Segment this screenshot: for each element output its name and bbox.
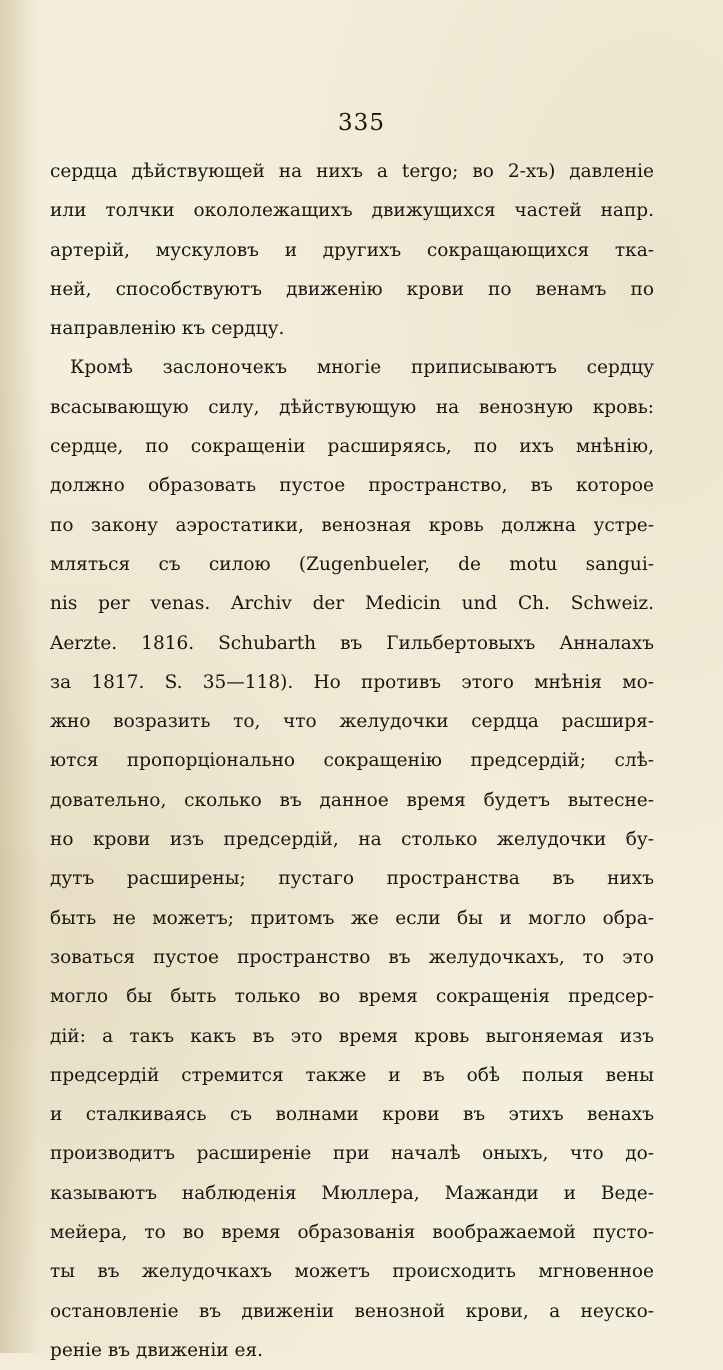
page-number: 335 — [338, 110, 385, 136]
text-line: могло бы быть только во время сокращенія предсер- — [50, 986, 654, 1008]
text-line: дутъ расширены; пустаго пространства въ нихъ — [50, 868, 654, 890]
text-line: ней, способствуютъ движенію крови по венамъ по — [50, 278, 654, 300]
text-line: по закону аэростатики, венозная кровь должна устре- — [50, 514, 654, 536]
text-line: Aerzte. 1816. Schubarth въ Гильбертовыхъ Анналахъ — [50, 632, 654, 654]
text-line: ются пропорціонально сокращенію предсердій; слѣ- — [50, 750, 654, 772]
text-line: реніе въ движеніи ея. — [50, 1339, 263, 1361]
text-line: всасывающую силу, дѣйствующую на венозную кровь: — [50, 396, 654, 418]
text-line: производитъ расширеніе при началѣ оныхъ, что до- — [50, 1143, 654, 1165]
text-line: nis per venas. Archiv der Medicin und Ch. Schweiz. — [50, 593, 654, 615]
text-line: и сталкиваясь съ волнами крови въ этихъ венахъ — [50, 1104, 654, 1126]
text-line: зоваться пустое пространство въ желудочкахъ, то это — [50, 946, 654, 968]
body-text — [50, 152, 654, 1370]
text-line: мляться съ силою (Zugenbueler, de motu sangui- — [50, 553, 654, 575]
text-line: или толчки окололежащихъ движущихся частей напр. — [50, 200, 654, 222]
text-line: предсердій стремится также и въ обѣ полыя вены — [50, 1064, 654, 1086]
text-line: сердца дѣйствующей на нихъ a tergo; во 2-хъ) давленіе — [50, 161, 654, 182]
text-line: но крови изъ предсердій, на столько желудочки бу- — [50, 829, 654, 851]
text-line: остановленіе въ движеніи венозной крови, а неуско- — [50, 1300, 654, 1322]
text-line: ты въ желудочкахъ можетъ происходить мгновенное — [50, 1261, 654, 1283]
text-line: довательно, сколько въ данное время будетъ вытесне- — [50, 789, 654, 811]
text-line: артерій, мускуловъ и другихъ сокращающихся тка- — [50, 239, 654, 261]
text-line: должно образовать пустое пространство, въ которое — [50, 475, 654, 497]
text-line: за 1817. S. 35—118). Но противъ этого мнѣнія мо- — [50, 671, 654, 693]
text-line: мейера, то во время образованія воображаемой пусто- — [50, 1222, 654, 1244]
text-line: казываютъ наблюденія Мюллера, Мажанди и Веде- — [50, 1182, 654, 1204]
text-line: жно возразить то, что желудочки сердца расширя- — [50, 711, 654, 733]
text-line: направленію къ сердцу. — [50, 318, 285, 340]
text-line: дій: а такъ какъ въ это время кровь выгоняемая изъ — [50, 1025, 654, 1047]
text-line: быть не можетъ; притомъ же если бы и могло обра- — [50, 907, 654, 929]
paragraph-start-line: Кромѣ заслоночекъ многіе приписываютъ сердцу — [70, 357, 654, 379]
text-line: сердце, по сокращеніи расширяясь, по ихъ мнѣнію, — [50, 436, 654, 458]
